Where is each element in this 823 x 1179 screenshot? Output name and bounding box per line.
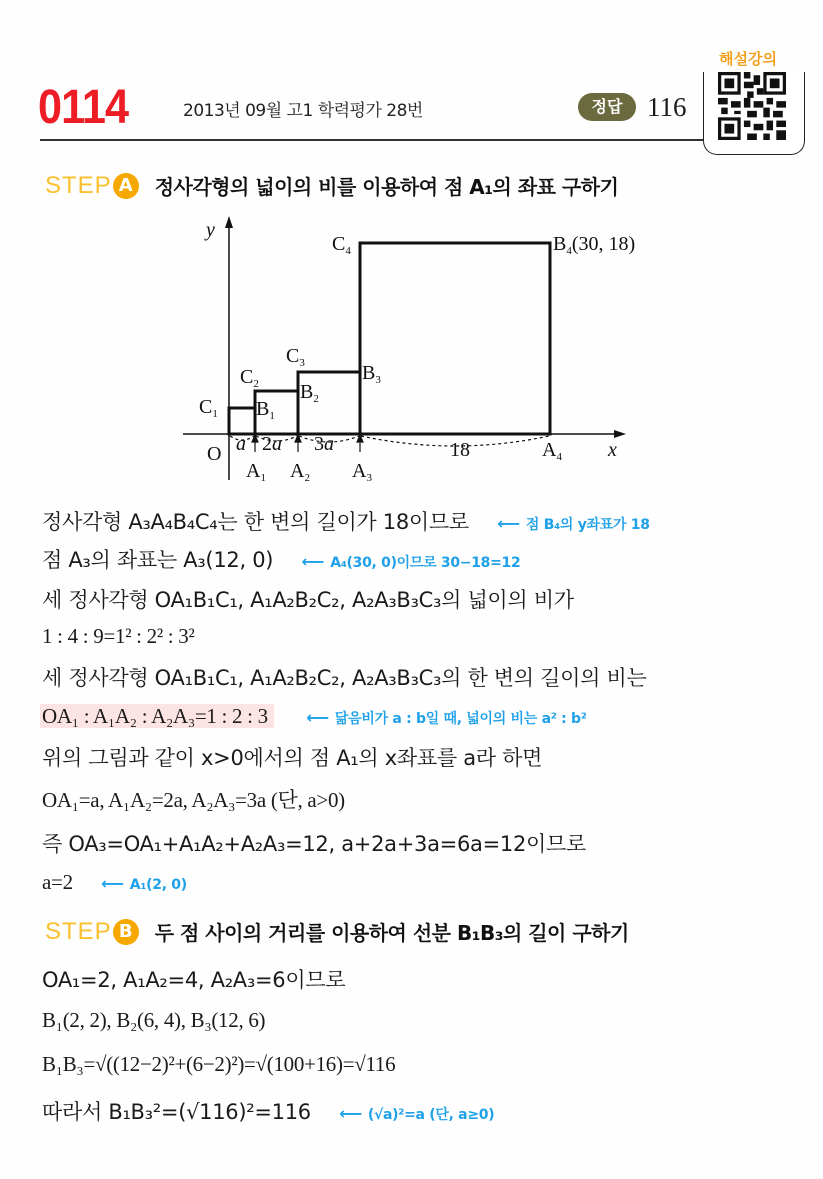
arrow-left-icon: ⟵ — [339, 1104, 362, 1123]
solution-line: 정사각형 A₃A₄B₄C₄는 한 변의 길이가 18이므로 ⟵ 점 B₄의 y좌표가 18 — [42, 510, 650, 534]
svg-text:A1: $A_1$ — [246, 460, 266, 484]
solution-line: OA₁=a, A₁A₂=2a, A₂A₃=3a (단, a>0) — [42, 788, 345, 812]
svg-text:C1: $C_1$ — [199, 396, 218, 420]
segment-3a: 3a — [314, 433, 334, 455]
qr-code-link[interactable] — [703, 72, 805, 155]
side-note: A₄(30, 0)이므로 30−18=12 — [330, 555, 521, 571]
step-letter-badge: A — [113, 173, 139, 199]
segment-2a: 2a — [262, 433, 282, 455]
answer-badge: 정답 — [578, 93, 636, 121]
svg-text:B1: $B_1$ — [256, 398, 275, 422]
side-note: A₁(2, 0) — [129, 877, 187, 893]
solution-line: 1 : 4 : 9=1² : 2² : 3² — [42, 624, 195, 648]
side-note: 점 B₄의 y좌표가 18 — [525, 517, 650, 533]
solution-line: OA₁=2, A₁A₂=4, A₂A₃=6이므로 — [42, 968, 346, 992]
svg-text:C4: $C_4$ — [332, 233, 351, 257]
step-b-heading — [45, 917, 629, 946]
answer-value: 116 — [647, 92, 687, 122]
svg-text:C2: $C_2$ — [240, 366, 259, 390]
solution-line: 세 정사각형 OA₁B₁C₁, A₁A₂B₂C₂, A₂A₃B₃C₃의 한 변의 길이의 비는 — [42, 666, 647, 690]
solution-line: 따라서 B₁B₃²=(√116)²=116 ⟵ (√a)²=a (단, a≥0) — [42, 1100, 495, 1124]
svg-text:A2: $A_2$ — [290, 460, 310, 484]
step-b-title: 두 점 사이의 거리를 이용하여 선분 B₁B₃의 길이 구하기 — [154, 921, 629, 945]
step-letter-badge: B — [113, 919, 139, 945]
solution-line: 세 정사각형 OA₁B₁C₁, A₁A₂B₂C₂, A₂A₃B₃C₃의 넓이의 비가 — [42, 588, 574, 612]
origin-label: O — [207, 443, 222, 465]
step-a-heading — [45, 171, 618, 200]
arrow-left-icon: ⟵ — [497, 514, 520, 533]
y-axis-label: y — [206, 219, 215, 241]
svg-text:A4: $A_4$ — [542, 439, 562, 463]
solution-line — [40, 704, 587, 729]
problem-number: 0114 — [38, 81, 129, 134]
arrow-left-icon: ⟵ — [306, 708, 329, 727]
square-coordinate-diagram — [180, 212, 640, 492]
segment-a: a — [236, 433, 246, 455]
segment-18: 18 — [450, 439, 470, 461]
qr-label: 해설강의 — [719, 50, 777, 68]
step-label: STEP — [45, 171, 112, 199]
svg-text:B4(30, 18): $B_4(30$, 18) — [553, 233, 636, 257]
solution-line: a=2 ⟵ A₁(2, 0) — [42, 870, 187, 894]
svg-text:C3: $C_3$ — [286, 345, 305, 369]
solution-line: 위의 그림과 같이 x>0에서의 점 A₁의 x좌표를 a라 하면 — [42, 746, 543, 770]
svg-text:B2: $B_2$ — [300, 381, 319, 405]
step-label: STEP — [45, 917, 112, 945]
arrow-left-icon: ⟵ — [301, 552, 325, 571]
solution-line: 즉 OA₃=OA₁+A₁A₂+A₂A₃=12, a+2a+3a=6a=12이므로 — [42, 832, 586, 856]
x-axis-label: x — [608, 439, 617, 461]
solution-line: B₁(2, 2), B₂(6, 4), B₃(12, 6) — [42, 1008, 266, 1032]
side-note: (√a)²=a (단, a≥0) — [367, 1107, 495, 1123]
header-divider — [40, 139, 712, 141]
qr-code-icon — [717, 72, 787, 140]
side-note: 닮음비가 a : b일 때, 넓이의 비는 a² : b² — [334, 711, 587, 727]
step-a-title: 정사각형의 넓이의 비를 이용하여 점 A₁의 좌표 구하기 — [154, 175, 619, 199]
problem-source: 2013년 09월 고1 학력평가 28번 — [183, 101, 423, 121]
solution-line: 점 A₃의 좌표는 A₃(12, 0) ⟵ A₄(30, 0)이므로 30−18=12 — [42, 548, 521, 572]
highlighted-ratio: OA₁ : A₁A₂ : A₂A₃=1 : 2 : 3 — [40, 704, 274, 728]
arrow-left-icon: ⟵ — [101, 874, 124, 893]
solution-line: B₁B₃=√((12−2)²+(6−2)²)=√(100+16)=√116 — [42, 1052, 396, 1076]
svg-text:B3: $B_3$ — [362, 362, 381, 386]
svg-text:A3: $A_3$ — [352, 460, 372, 484]
